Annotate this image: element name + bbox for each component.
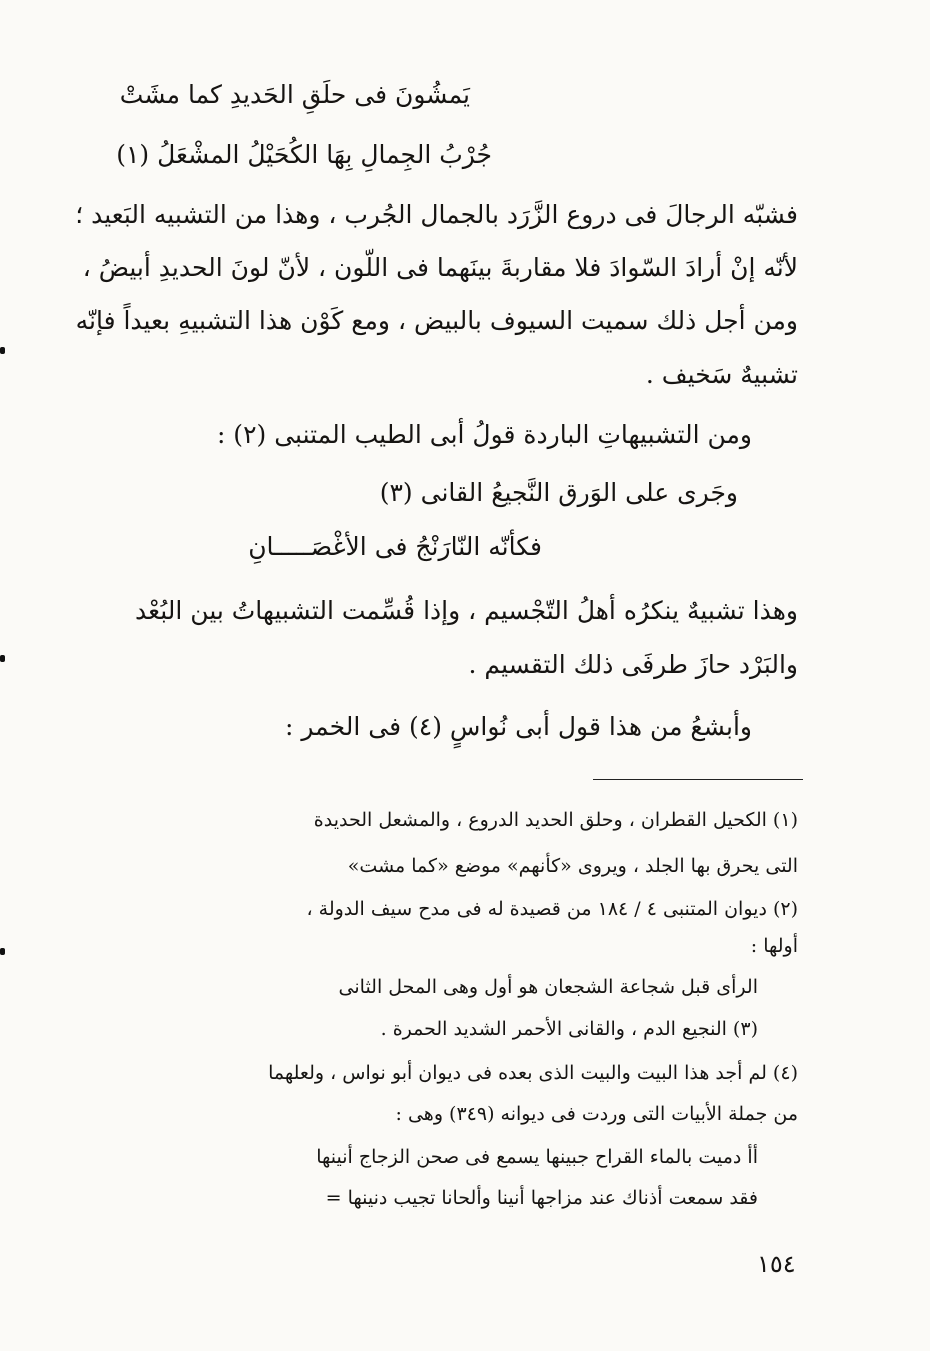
margin-mark [0,347,5,354]
page-number: ١٥٤ [757,1250,796,1278]
para-3-line-2: والبَرْد حازَ طرفَى ذلك التقسيم . [468,650,798,679]
verse-line-1: يَمشُونَ فى حلَقِ الحَديدِ كما مشَتْ [119,80,470,109]
margin-mark [0,655,5,662]
para-1-line-2: لأنّه إنْ أرادَ السّوادَ فلا مقاربةَ بينَهما فى اللّون ، لأنّ لونَ الحديدِ أبيضُ ، [82,253,798,282]
verse-2-line-1: وجَرى على الوَرق النَّجيعُ القانى (٣) [379,478,738,507]
para-3-line-1: وهذا تشبيهٌ ينكرُه أهلُ التّجْسيم ، وإذا قُسِّمت التشبيهاتُ بين البُعْد [135,596,798,625]
footnote-2-line-2: أولها : [750,935,798,957]
verse-2-line-2: فكأنّه النّارَنْجُ فى الأغْصَـــــانِ [248,532,542,561]
para-1-line-1: فشبّه الرجالَ فى دروع الزَّرَد بالجمال الجُرب ، وهذا من التشبيه البَعيد ؛ [75,200,798,229]
footnote-4-verse-2: فقد سمعت أذناك عند مزاجها أنينا وألحانا تجيب دنينها = [325,1187,758,1209]
footnote-1-line-2: التى يحرق بها الجلد ، ويروى «كأنهم» موضع «كما مشت» [347,855,798,877]
footnote-divider [593,779,803,780]
para-2-line: ومن التشبيهاتِ الباردة قولُ أبى الطيب المتنبى (٢) : [216,420,752,449]
footnote-3-line: (٣) النجيع الدم ، والقانى الأحمر الشديد الحمرة . [380,1018,758,1040]
para-4-line: وأبشعُ من هذا قول أبى نُواسٍ (٤) فى الخمر : [284,712,752,741]
footnote-4-verse-1: أأ دميت بالماء القراح جبينها يسمع فى صحن الزجاج أنينها [316,1146,758,1168]
margin-mark [0,948,5,955]
para-1-line-4: تشبيهٌ سَخيف . [645,360,798,389]
footnote-4-line-1: (٤) لم أجد هذا البيت والبيت الذى بعده فى ديوان أبو نواس ، ولعلهما [268,1062,798,1084]
footnote-2-verse: الرأى قبل شجاعة الشجعان هو أول وهى المحل الثانى [338,976,758,998]
para-1-line-3: ومن أجل ذلك سميت السيوف بالبيض ، ومع كَوْن هذا التشبيهِ بعيداً فإنّه [75,306,798,335]
verse-line-2: جُرْبُ الجِمالِ بِهَا الكُحَيْلُ المشْعَلُ (١) [116,140,492,169]
footnote-1-line-1: (١) الكحيل القطران ، وحلق الحديد الدروع ، والمشعل الحديدة [313,809,798,831]
footnote-2-line-1: (٢) ديوان المتنبى ٤ / ١٨٤ من قصيدة له فى مدح سيف الدولة ، [306,898,798,920]
footnote-4-line-2: من جملة الأبيات التى وردت فى ديوانه (٣٤٩) وهى : [395,1103,798,1125]
